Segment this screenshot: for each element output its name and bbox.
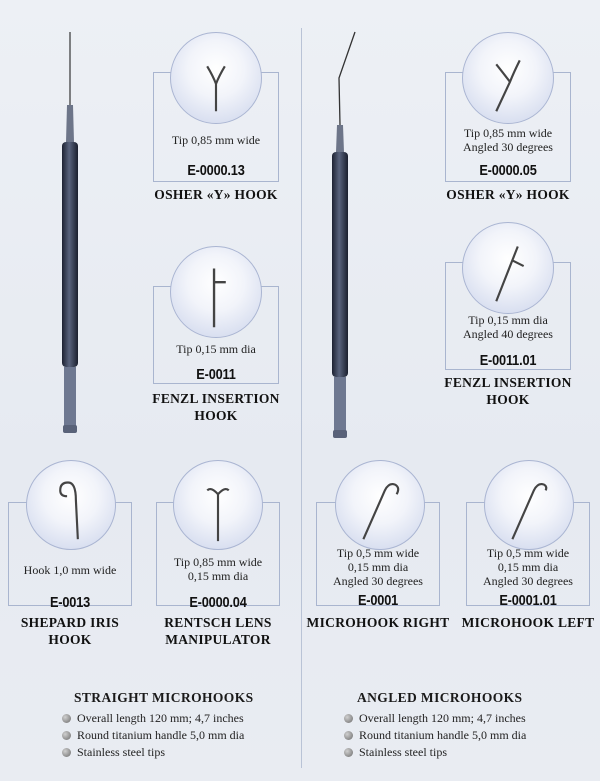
product-code: E-0001.01	[499, 592, 557, 609]
product-spec: Tip 0,85 mm wide Angled 30 degrees	[463, 126, 553, 154]
list-item: Round titanium handle 5,0 mm dia	[344, 727, 526, 744]
feature-list	[344, 710, 526, 761]
product-spec: Tip 0,15 mm dia	[176, 342, 256, 356]
bullet-icon	[344, 731, 353, 740]
column-divider	[301, 28, 302, 768]
product-name: RENTSCH LENS MANIPULATOR	[164, 615, 272, 647]
product-code: E-0011.01	[479, 352, 537, 369]
microhook-left-icon	[484, 460, 574, 550]
bullet-icon	[344, 748, 353, 757]
product-code: E-0000.05	[479, 162, 537, 179]
iris-hook-icon	[26, 460, 116, 550]
product-spec: Tip 0,5 mm wide 0,15 mm dia Angled 30 degrees	[483, 546, 573, 588]
product-code: E-0000.04	[189, 594, 247, 611]
bullet-icon	[62, 731, 71, 740]
product-code: E-0001	[357, 592, 399, 609]
bullet-icon	[62, 748, 71, 757]
feature-list	[62, 710, 244, 761]
list-item: Stainless steel tips	[344, 744, 526, 761]
microhook-right-icon	[335, 460, 425, 550]
product-name: MICROHOOK LEFT	[461, 615, 595, 630]
section-title: STRAIGHT MICROHOOKS	[74, 690, 254, 705]
product-name: FENZL INSERTION HOOK	[152, 391, 280, 423]
product-name: OSHER «Y» HOOK	[154, 187, 278, 202]
angled-fenzl-hook-icon	[462, 222, 554, 314]
product-spec: Tip 0,15 mm dia Angled 40 degrees	[463, 313, 553, 341]
product-spec: Tip 0,5 mm wide 0,15 mm dia Angled 30 degrees	[333, 546, 423, 588]
product-name: MICROHOOK RIGHT	[306, 615, 450, 630]
fenzl-hook-icon	[170, 246, 262, 338]
product-spec: Tip 0,85 mm wide 0,15 mm dia	[173, 555, 263, 583]
angled-microhook-instrument	[315, 30, 365, 450]
product-name: FENZL INSERTION HOOK	[444, 375, 572, 407]
angled-y-hook-icon	[462, 32, 554, 124]
section-title: ANGLED MICROHOOKS	[357, 690, 523, 705]
product-code: E-0000.13	[187, 162, 245, 179]
list-item: Overall length 120 mm; 4,7 inches	[344, 710, 526, 727]
list-item: Overall length 120 mm; 4,7 inches	[62, 710, 244, 727]
product-spec: Hook 1,0 mm wide	[23, 563, 117, 577]
list-item: Round titanium handle 5,0 mm dia	[62, 727, 244, 744]
straight-microhook-instrument	[45, 30, 95, 440]
bullet-icon	[344, 714, 353, 723]
bullet-icon	[62, 714, 71, 723]
product-code: E-0013	[49, 594, 91, 611]
product-name: OSHER «Y» HOOK	[446, 187, 570, 202]
list-item: Stainless steel tips	[62, 744, 244, 761]
product-spec: Tip 0,85 mm wide	[171, 133, 261, 147]
lens-manipulator-icon	[173, 460, 263, 550]
y-hook-icon	[170, 32, 262, 124]
product-code: E-0011	[196, 366, 236, 383]
product-name: SHEPARD IRIS HOOK	[20, 615, 120, 647]
